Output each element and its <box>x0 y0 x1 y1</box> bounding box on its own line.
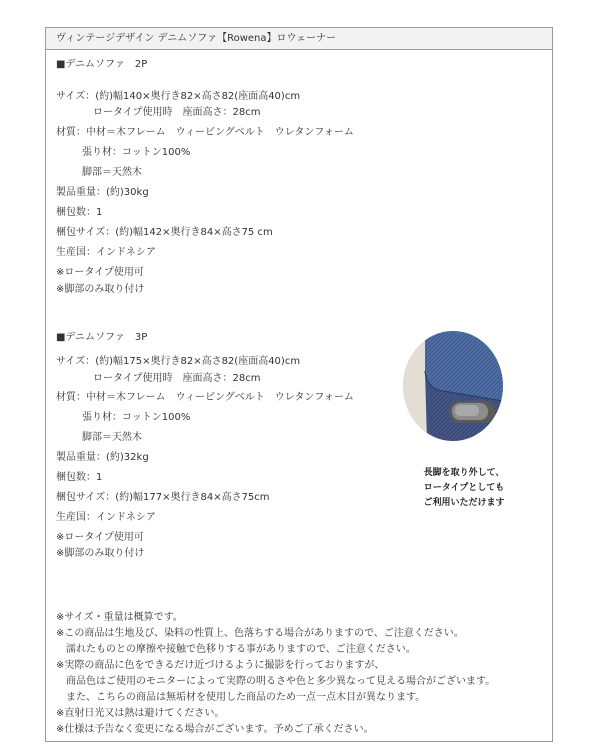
spec-2p-upholstery: 張り材：コットン100% <box>82 147 191 158</box>
spec-3p-package-size: 梱包サイズ：(約)幅177×奥行き84×高さ75cm <box>56 492 270 503</box>
spec-3p-legs: 脚部＝天然木 <box>82 432 142 443</box>
sofa-leg-illustration <box>403 331 503 441</box>
note-item: 濡れたものとの摩擦や接触で色移りする事がありますので、ご注意ください。 <box>56 644 416 655</box>
spec-3p-upholstery: 張り材：コットン100% <box>82 412 191 423</box>
spec-2p-origin: 生産国：インドネシア <box>56 247 156 258</box>
note-item: また、こちらの商品は無垢材を使用した商品のため一点一点木目が異なります。 <box>56 692 426 703</box>
spec-2p-weight: 製品重量：(約)30kg <box>56 187 149 198</box>
spec-2p-packages: 梱包数：1 <box>56 207 103 218</box>
spec-2p-heading: ■デニムソファ 2P <box>56 59 148 70</box>
spec-3p-origin: 生産国：インドネシア <box>56 512 156 523</box>
note-item: ※サイズ・重量は概算です。 <box>56 612 183 623</box>
note-item: 商品色はご使用のモニターによって実際の明るさや色と多少異なって見える場合がございます。 <box>56 676 496 687</box>
photo-caption-line-3: ご利用いただけます <box>423 498 505 508</box>
spec-3p-material: 材質：中材＝木フレーム ウィービングベルト ウレタンフォーム <box>56 392 354 403</box>
spec-3p-heading: ■デニムソファ 3P <box>56 332 148 343</box>
spec-3p-packages: 梱包数：1 <box>56 472 103 483</box>
spec-3p-size: サイズ：(約)幅175×奥行き82×高さ82(座面高40)cm <box>56 356 301 367</box>
photo-caption-line-1: 長脚を取り外して、 <box>423 468 505 478</box>
sofa-leg-detail-photo <box>403 331 503 441</box>
note-item: ※仕様は予告なく変更になる場合がございます。予めご了承ください。 <box>56 724 374 735</box>
spec-3p-note-low: ※ロータイプ使用可 <box>56 532 144 543</box>
spec-3p-size-low: ロータイプ使用時 座面高さ：28cm <box>93 373 261 384</box>
photo-caption <box>396 466 532 511</box>
spec-2p-note-legs: ※脚部のみ取り付け <box>56 284 145 295</box>
spec-2p-material: 材質：中材＝木フレーム ウィービングベルト ウレタンフォーム <box>56 127 354 138</box>
note-item: ※この商品は生地及び、染料の性質上、色落ちする場合がありますので、ご注意ください。 <box>56 628 464 639</box>
spec-2p-legs: 脚部＝天然木 <box>82 167 142 178</box>
spec-3p-note-legs: ※脚部のみ取り付け <box>56 548 145 559</box>
page-title: ヴィンテージデザイン デニムソファ【Rowena】ロウェーナー <box>46 28 552 50</box>
spec-2p-note-low: ※ロータイプ使用可 <box>56 267 144 278</box>
spec-2p-size-low: ロータイプ使用時 座面高さ：28cm <box>93 107 261 118</box>
note-item: ※直射日光又は熱は避けてください。 <box>56 708 225 719</box>
photo-caption-line-2: ロータイプとしても <box>423 483 505 493</box>
spec-3p-weight: 製品重量：(約)32kg <box>56 452 149 463</box>
note-item: ※実際の商品に色をできるだけ近づけるように撮影を行っておりますが、 <box>56 660 385 671</box>
spec-2p-package-size: 梱包サイズ：(約)幅142×奥行き84×高さ75 cm <box>56 227 273 238</box>
spec-2p-size: サイズ：(約)幅140×奥行き82×高さ82(座面高40)cm <box>56 91 301 102</box>
